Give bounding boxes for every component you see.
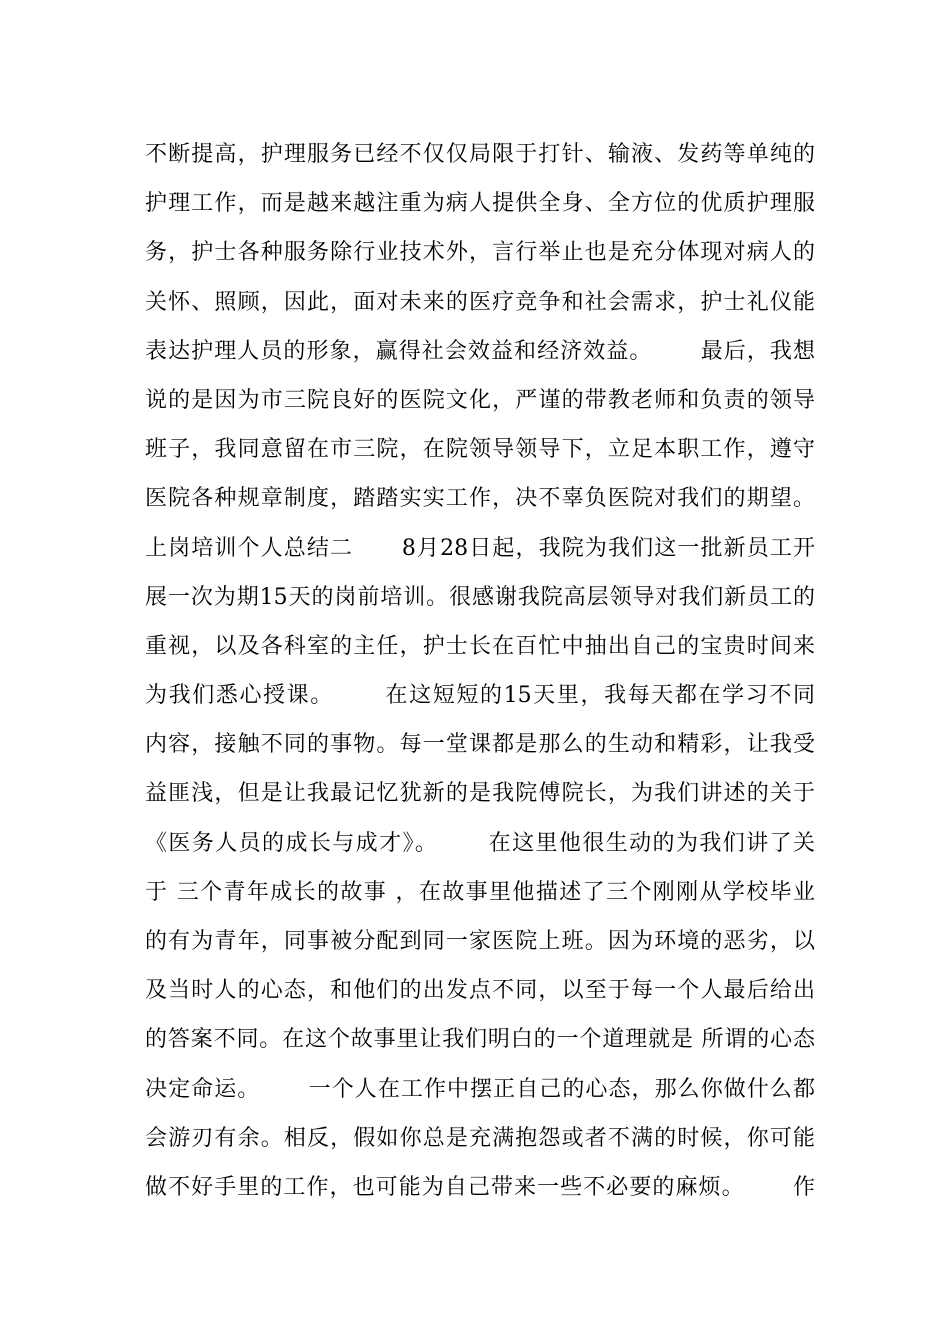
document-body	[145, 130, 815, 1212]
text-line: 展一次为期15天的岗前培训。很感谢我院高层领导对我们新员工的	[145, 584, 815, 610]
text-line: 益匪浅，但是让我最记忆犹新的是我院傅院长，为我们讲述的关于	[145, 781, 815, 807]
text-line: 内容，接触不同的事物。每一堂课都是那么的生动和精彩，让我受	[145, 732, 815, 758]
text-line: 做不好手里的工作，也可能为自己带来一些不必要的麻烦。 作	[145, 1174, 815, 1200]
text-line: 及当时人的心态，和他们的出发点不同，以至于每一个人最后给出	[145, 978, 815, 1004]
text-line: 为我们悉心授课。 在这短短的15天里，我每天都在学习不同	[145, 683, 815, 709]
text-line: 于 三个青年成长的故事 ，在故事里他描述了三个刚刚从学校毕业	[145, 879, 815, 905]
text-line: 表达护理人员的形象，赢得社会效益和经济效益。 最后，我想	[145, 338, 815, 364]
text-line: 《医务人员的成长与成才》。 在这里他很生动的为我们讲了关	[145, 830, 815, 856]
text-line: 说的是因为市三院良好的医院文化，严谨的带教老师和负责的领导	[145, 387, 815, 413]
text-line: 的答案不同。在这个故事里让我们明白的一个道理就是 所谓的心态	[145, 1027, 815, 1053]
text-line: 的有为青年，同事被分配到同一家医院上班。因为环境的恶劣，以	[145, 929, 815, 954]
text-line: 上岗培训个人总结二 8月28日起，我院为我们这一批新员工开	[145, 535, 815, 561]
text-line: 重视，以及各科室的主任，护士长在百忙中抽出自己的宝贵时间来	[145, 633, 815, 659]
text-line: 决定命运。 一个人在工作中摆正自己的心态，那么你做什么都	[145, 1076, 815, 1102]
text-line: 班子，我同意留在市三院，在院领导领导下，立足本职工作，遵守	[145, 437, 815, 463]
text-line: 不断提高，护理服务已经不仅仅局限于打针、输液、发药等单纯的	[145, 142, 815, 167]
text-line: 关怀、照顾，因此，面对未来的医疗竞争和社会需求，护士礼仪能	[145, 289, 815, 315]
text-line: 医院各种规章制度，踏踏实实工作，决不辜负医院对我们的期望。	[145, 486, 815, 512]
text-line: 会游刃有余。相反，假如你总是充满抱怨或者不满的时候，你可能	[145, 1125, 815, 1151]
text-line: 护理工作，而是越来越注重为病人提供全身、全方位的优质护理服	[145, 191, 815, 217]
text-line: 务，护士各种服务除行业技术外，言行举止也是充分体现对病人的	[145, 240, 815, 266]
